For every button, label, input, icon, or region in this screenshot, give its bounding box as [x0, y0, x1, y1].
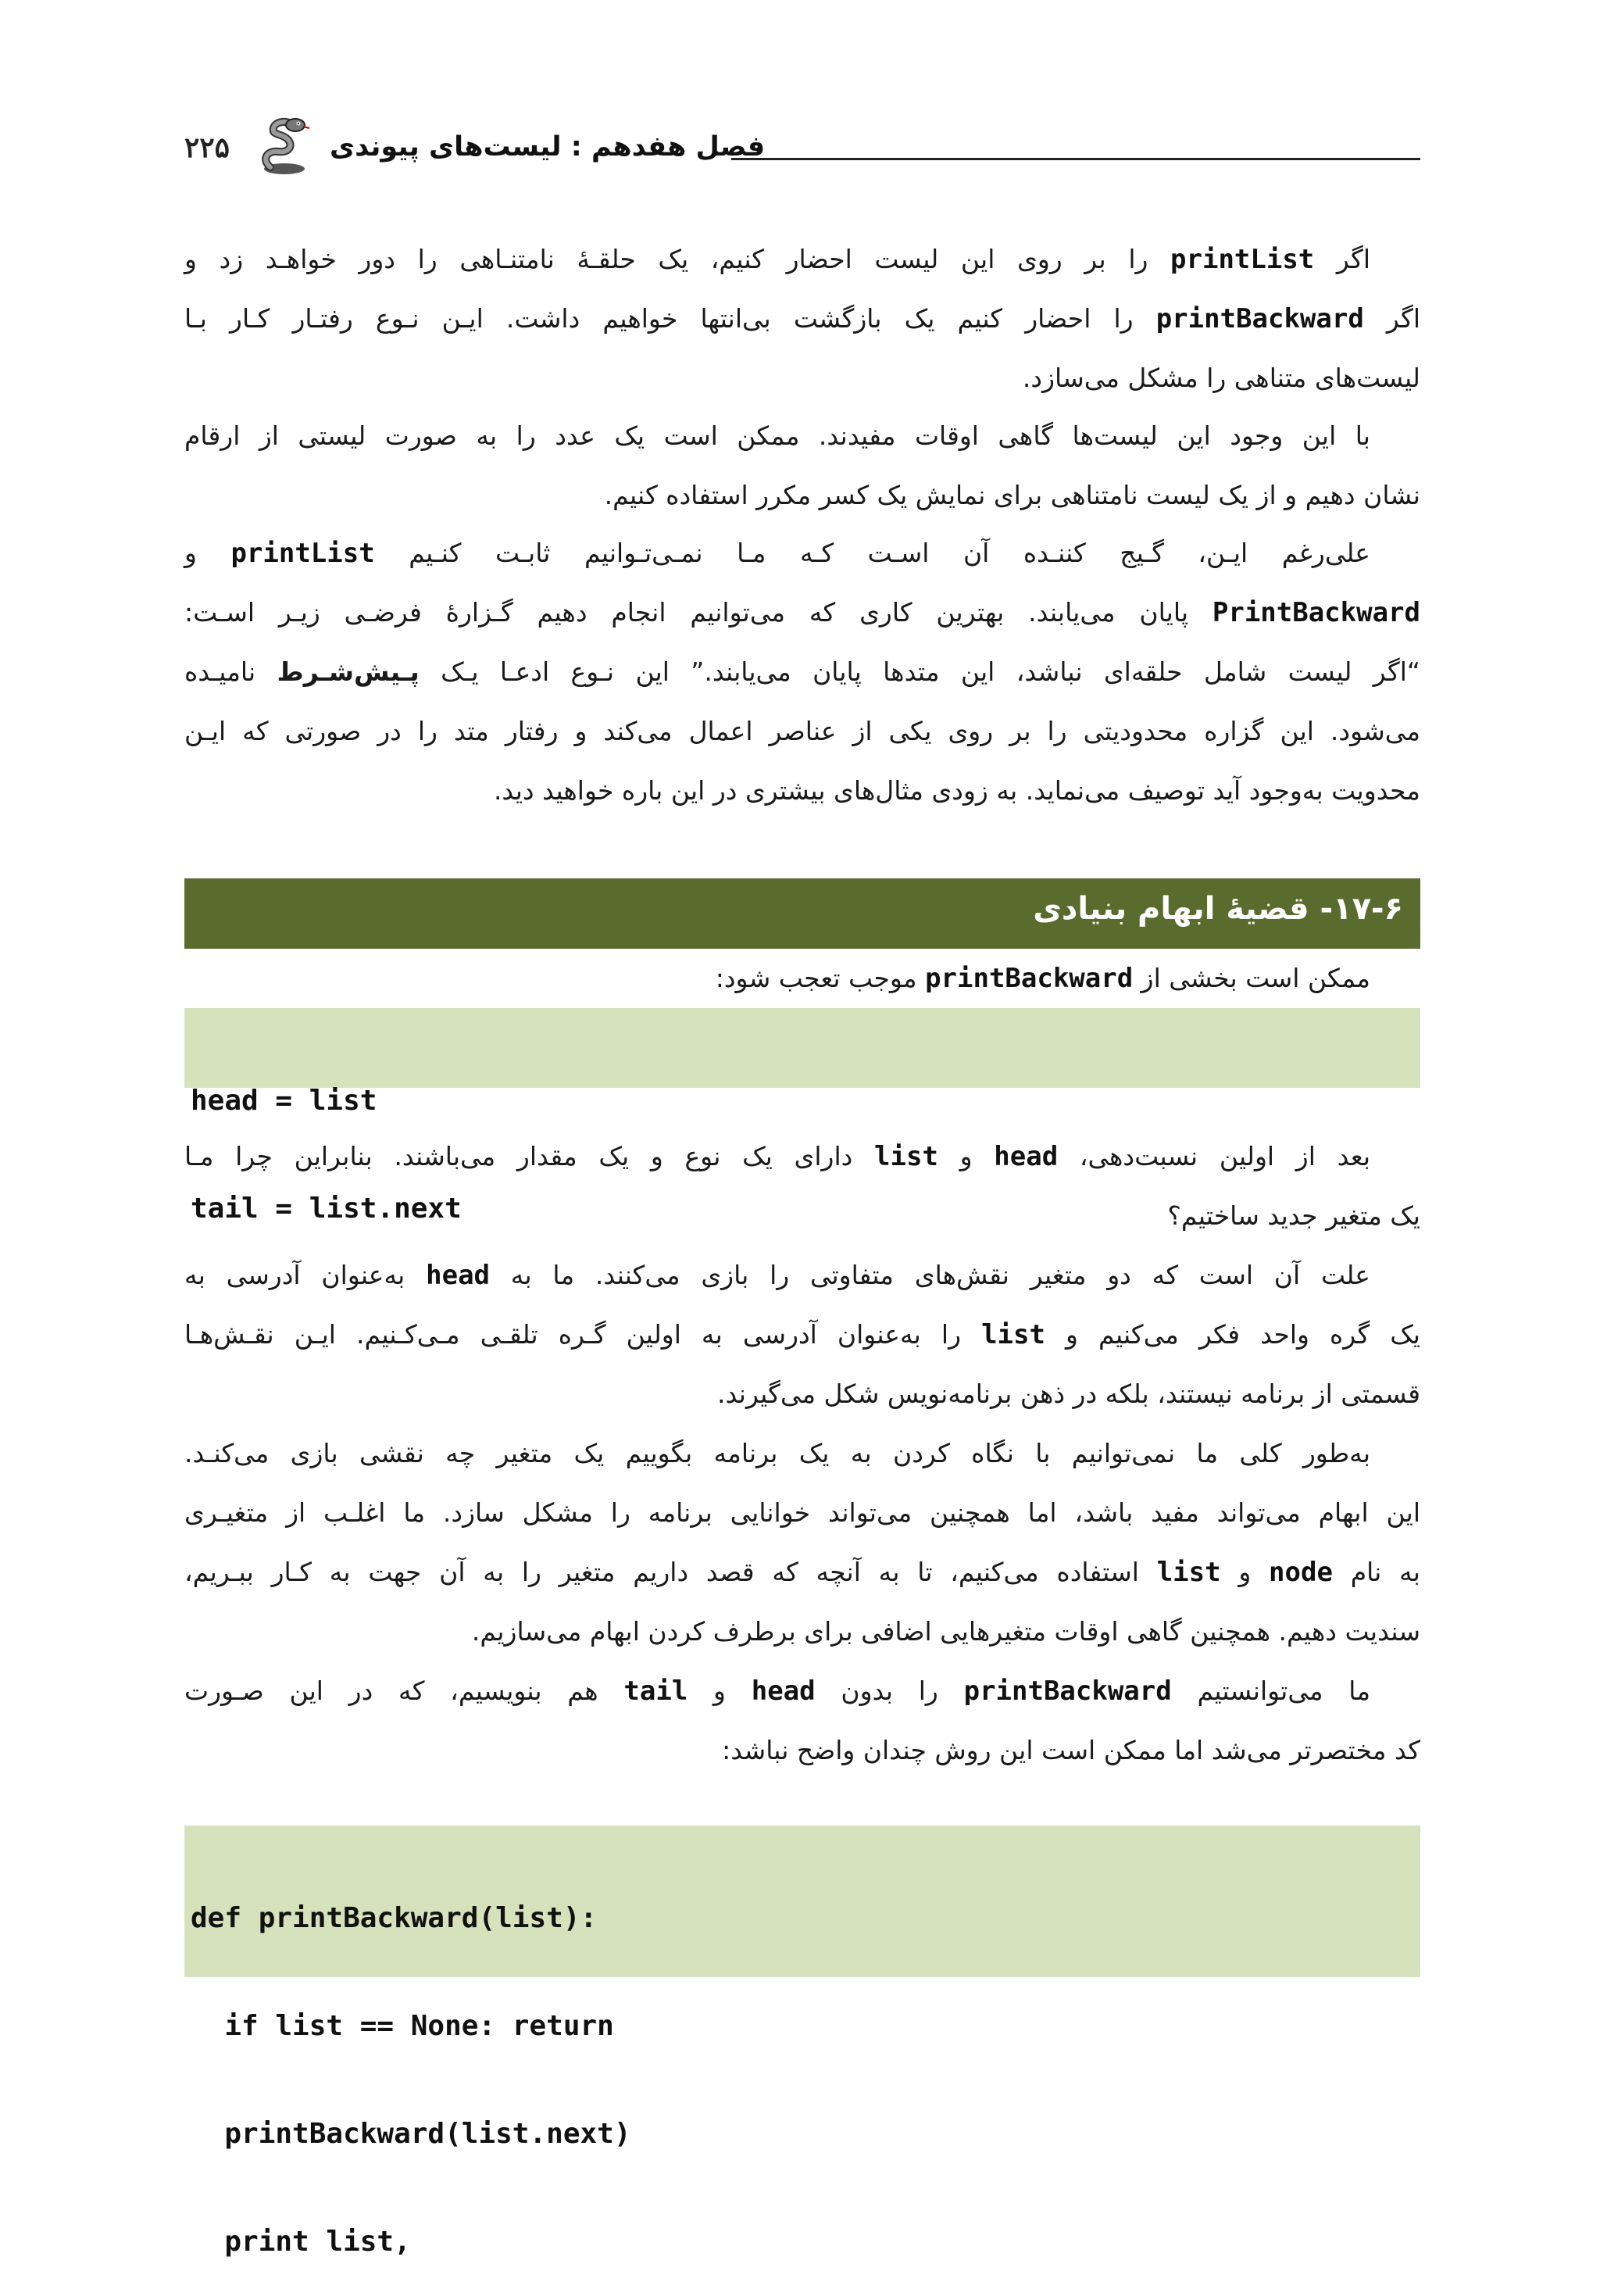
- text-line: [184, 949, 1420, 1008]
- text-line: [184, 289, 1420, 349]
- text-run: به نام: [1332, 1557, 1420, 1587]
- text-run: را بدون: [815, 1676, 964, 1706]
- code-line: if list == None: return: [191, 2010, 614, 2042]
- text-run: و: [688, 1676, 752, 1706]
- text-run: و: [938, 1141, 995, 1171]
- text-run: و: [1220, 1557, 1270, 1587]
- text-line: قسمتی از برنامه نیستند، بلکه در ذهن برنامه‌نویس شکل می‌گیرند.: [716, 1379, 1420, 1409]
- code-term: head: [426, 1260, 491, 1291]
- code-term: list: [981, 1319, 1045, 1350]
- text-run: به‌عنوان آدرسی به: [184, 1260, 427, 1290]
- header-rule: [731, 158, 1420, 160]
- paragraph-3: [184, 524, 1420, 821]
- text-line: می‌شود. این گزاره محدودیتی را بر روی یکی از عناصر اعمال می‌کند و رفتار متد را در صورتی که ایـن: [184, 716, 1420, 746]
- code-line: head = list: [191, 1085, 377, 1117]
- text-line: با این وجود این لیست‌ها گاهی اوقات مفیدند. ممکن است یک عدد را به صورت لیستی از ارقام: [184, 420, 1370, 451]
- text-run: هم بنویسیم، که در این صـورت: [184, 1676, 624, 1706]
- text-line: یک متغیر جدید ساختیم؟: [1167, 1200, 1420, 1231]
- code-term: printBackward: [1155, 303, 1364, 334]
- text-line: [184, 1543, 1420, 1602]
- running-header: [184, 117, 1420, 180]
- text-run: “اگر لیست شامل حلقه‌ای نباشد، این متدها پایان می‌یابند.” این نـوع ادعـا یـک: [419, 656, 1420, 687]
- text-line: نشان دهیم و از یک لیست نامتناهی برای نمایش یک کسر مکرر استفاده کنیم.: [604, 480, 1420, 510]
- text-line: [184, 1305, 1420, 1364]
- text-line: سندیت دهیم. همچنین گاهی اوقات متغیرهایی اضافی برای برطرف کردن ابهام می‌سازیم.: [471, 1616, 1420, 1647]
- text-line: این ابهام می‌تواند مفید باشد، اما همچنین می‌تواند خوانایی برنامه را مشکل سازد. ما اغلـب از متغیـری: [184, 1497, 1420, 1528]
- text-run: دارای یک نوع و یک مقدار می‌باشند. بنابراین چرا مـا: [184, 1141, 875, 1171]
- text-run: اگر: [1363, 303, 1420, 334]
- code-line: printBackward(list.next): [191, 2118, 631, 2150]
- paragraph-8: [184, 1661, 1420, 1780]
- section-heading: [184, 878, 1420, 949]
- code-term: list: [1156, 1557, 1221, 1588]
- text-run: را به‌عنوان آدرسی به اولین گـره تلقـی مـی‌کـنیم. ایـن نقـش‌هـا: [184, 1319, 982, 1350]
- code-term: PrintBackward: [1212, 597, 1420, 628]
- code-term: printBackward: [925, 963, 1134, 994]
- text-run: را بر روی این لیست احضار کنیم، یک حلقـهٔ نامتنـاهی را دور خواهـد زد و: [184, 244, 1171, 274]
- code-term: head: [994, 1141, 1059, 1172]
- text-run: پایان می‌یابند. بهترین کاری که می‌توانیم انجام دهیم گـزارهٔ فرضـی زیـر اسـت:: [184, 597, 1212, 628]
- text-run: را احضار کنیم یک بازگشت بی‌انتها خواهیم داشت. ایـن نـوع رفتـار کـار بـا: [184, 303, 1156, 334]
- paragraph-7: [184, 1424, 1420, 1661]
- code-term: head: [751, 1676, 816, 1707]
- text-line: [184, 1661, 1420, 1721]
- code-term: list: [874, 1141, 938, 1172]
- code-term: node: [1269, 1557, 1333, 1588]
- text-run: ما می‌توانستیم: [1171, 1676, 1371, 1706]
- python-snake-mascot-icon: [256, 117, 312, 177]
- text-run: اگر: [1314, 244, 1370, 274]
- page-number: ۲۲۵: [184, 131, 230, 164]
- text-line: محدویت به‌وجود آید توصیف می‌نماید. به زودی مثال‌های بیشتری در این باره خواهید دید.: [493, 775, 1420, 806]
- text-line: لیست‌های متناهی را مشکل می‌سازد.: [1022, 363, 1420, 393]
- text-run: یک گره واحد فکر می‌کنیم و: [1045, 1319, 1420, 1350]
- text-run: ممکن است بخشی از: [1133, 963, 1370, 993]
- text-run: و: [184, 538, 231, 568]
- paragraph-6: [184, 1246, 1420, 1424]
- paragraph-1: [184, 230, 1420, 408]
- text-run: بعد از اولین نسبت‌دهی،: [1058, 1141, 1371, 1171]
- text-line: به‌طور کلی ما نمی‌توانیم با نگاه کردن به یک برنامه بگوییم یک متغیر چه نقشی بازی می‌کنـد.: [184, 1438, 1370, 1468]
- code-block-2: [184, 1826, 1420, 2258]
- code-line: tail = list.next: [191, 1193, 462, 1225]
- text-line: [184, 1246, 1420, 1305]
- text-run: علی‌رغم ایـن، گـیج کننـده آن اسـت کـه مـا نمـی‌تـوانیم ثابـت کنـیم: [374, 538, 1370, 568]
- paragraph-2: [184, 406, 1420, 525]
- section-title: ۱۷-۶- قضیهٔ ابهام بنیادی: [1033, 891, 1403, 927]
- text-line: [184, 1127, 1420, 1186]
- text-run: استفاده می‌کنیم، تا به آنچه که قصد داریم متغیر را به آن جهت به کـار ببـریم،: [184, 1557, 1157, 1587]
- code-term: printList: [1170, 244, 1315, 275]
- text-line: [184, 642, 1420, 702]
- chapter-title: فصل هفدهم : لیست‌های پیوندی: [330, 131, 766, 163]
- code-term: printBackward: [963, 1676, 1172, 1707]
- text-line: [184, 583, 1420, 642]
- code-line: print list,: [191, 2226, 411, 2258]
- code-line: def printBackward(list):: [191, 1902, 598, 1934]
- bold-term: پـیش‌شـرط: [277, 656, 420, 687]
- code-term: tail: [623, 1676, 688, 1707]
- paragraph-5: [184, 1127, 1420, 1246]
- text-line: [184, 230, 1420, 289]
- code-term: printList: [230, 538, 375, 569]
- text-run: موجب تعجب شود:: [715, 963, 926, 993]
- text-run: نامیـده: [184, 656, 277, 687]
- text-line: [184, 524, 1420, 583]
- paragraph-4: [184, 949, 1420, 1008]
- text-line: کد مختصرتر می‌شد اما ممکن است این روش چندان واضح نباشد:: [722, 1735, 1420, 1765]
- text-run: علت آن است که دو متغیر نقش‌های متفاوتی را بازی می‌کنند. ما به: [490, 1260, 1370, 1290]
